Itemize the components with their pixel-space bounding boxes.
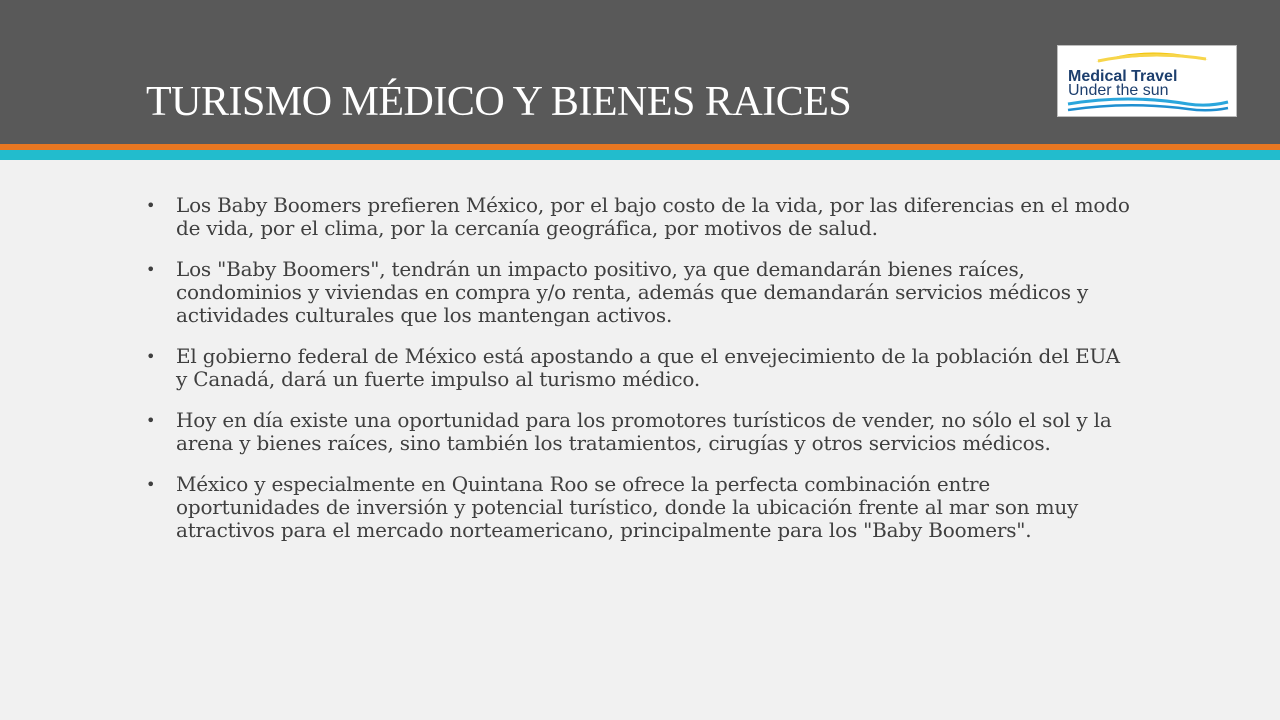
bullet-text: Hoy en día existe una oportunidad para los promotores turísticos de vender, no sólo el sol y la arena y bienes raíces, sino también los tratamientos, cirugías y otros servicios médicos.: [176, 408, 1112, 455]
list-item: [146, 409, 1136, 455]
teal-stripe: [0, 150, 1280, 160]
bullet-text: Los Baby Boomers prefieren México, por el bajo costo de la vida, por las diferencias en el modo de vida, por el clima, por la cercanía geográfica, por motivos de salud.: [176, 193, 1130, 240]
logo-text-line2: Under the sun: [1068, 82, 1169, 99]
slide-title: TURISMO MÉDICO Y BIENES RAICES: [146, 79, 852, 125]
company-logo: [1057, 45, 1237, 117]
bullet-icon: •: [146, 475, 156, 494]
list-item: [146, 258, 1136, 327]
bullet-text: Los "Baby Boomers", tendrán un impacto positivo, ya que demandarán bienes raíces, condominios y viviendas en compra y/o renta, además que demandarán servicios médicos y actividades culturales que los mantengan activos.: [176, 257, 1089, 327]
bullet-icon: •: [146, 260, 156, 279]
bullet-icon: •: [146, 196, 156, 215]
list-item: [146, 473, 1136, 542]
bullet-text: México y especialmente en Quintana Roo se ofrece la perfecta combinación entre oportunidades de inversión y potencial turístico, donde la ubicación frente al mar son muy atractivos para el mercado norteamericano, principalmente para los "Baby Boomers".: [176, 472, 1079, 542]
list-item: [146, 345, 1136, 391]
list-item: [146, 194, 1136, 240]
bullet-list: [146, 194, 1136, 560]
bullet-icon: •: [146, 411, 156, 430]
logo-text-line1: Medical Travel: [1068, 68, 1178, 85]
bullet-text: El gobierno federal de México está apostando a que el envejecimiento de la población del EUA y Canadá, dará un fuerte impulso al turismo médico.: [176, 344, 1120, 391]
bullet-icon: •: [146, 347, 156, 366]
